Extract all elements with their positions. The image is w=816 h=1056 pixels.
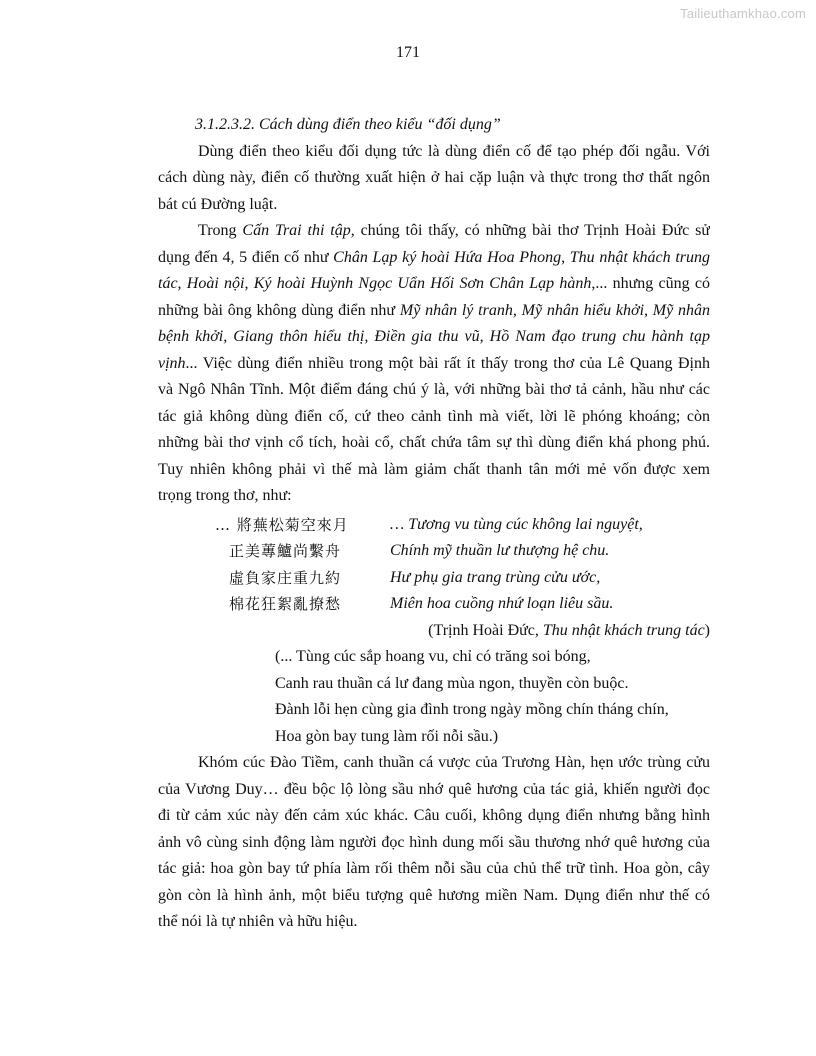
paragraph-line — [158, 298, 710, 325]
paragraph-line: tác giả không dùng điển cố, cứ theo cảnh tình mà viết, lời lẽ phóng khoáng; còn — [158, 407, 710, 425]
paragraph-line — [158, 351, 710, 378]
text-run: , chúng tôi thấy, có những bài thơ Trịnh Hoài Đức sử — [350, 222, 710, 239]
page-body — [158, 112, 710, 936]
paragraph-line: và Ngô Nhân Tĩnh. Một điểm đáng chú ý là, với những bài thơ tả cảnh, hầu như các — [158, 381, 710, 398]
paragraph-line: đi từ cảm xúc này đến cảm xúc khác. Câu cuối, không dụng điển nhưng bằng hình — [158, 807, 710, 824]
paragraph-line: của Vương Duy… đều bộc lộ lòng sầu nhớ quê hương của tác giả, khiến người đọc — [158, 780, 710, 798]
transliteration: … Tương vu tùng cúc không lai nguyệt, — [390, 515, 643, 533]
poem-line — [158, 538, 710, 565]
poem-line — [158, 591, 710, 618]
author: (Trịnh Hoài Đức, — [428, 621, 543, 639]
paragraph-3 — [158, 750, 710, 936]
paragraph-line: ảnh vô cùng sinh động làm người đọc hình dung mối sầu thương nhớ quê hương của — [158, 833, 710, 851]
translation-line: (... Tùng cúc sắp hoang vu, chỉ có trăng soi bóng, — [275, 648, 591, 665]
han-text: … 將蕪松菊空來月 — [215, 515, 349, 534]
paragraph-line: những bài thơ vịnh cổ tích, hoài cổ, chất chứa tâm sự thì dùng điển khá phong phú. — [158, 434, 710, 451]
text-run: những bài ông không dùng điển như — [158, 301, 400, 319]
translation-line: Đành lỗi hẹn cùng gia đình trong ngày mồng chín tháng chín, — [275, 701, 669, 718]
poem-title: Thu nhật khách trung tác — [542, 621, 705, 639]
han-text: 虛負家庄重九約 — [229, 568, 342, 587]
paragraph-line: trọng trong thơ, như: — [158, 487, 292, 504]
translation-line: Hoa gòn bay tung làm rối nỗi sầu.) — [275, 727, 499, 745]
poem-attribution — [158, 618, 710, 645]
text-run: ... Việc dùng điển nhiều trong một bài rất ít thấy trong thơ của Lê Quang Định — [185, 354, 710, 372]
paragraph-line: gòn còn là hình ảnh, một biểu tượng quê hương miền Nam. Dụng điển như thế có — [158, 886, 710, 904]
poem-translation — [158, 644, 710, 750]
han-text: 棉花狂絮亂撩愁 — [229, 595, 342, 613]
poem-titles: vịnh — [158, 354, 186, 372]
han-text: 正美蓴鱸尚繫舟 — [229, 542, 342, 560]
page-number: 171 — [396, 44, 420, 61]
paragraph-line: Khóm cúc Đào Tiềm, canh thuần cá vược của Trương Hàn, hẹn ước trùng cửu — [198, 754, 710, 771]
paragraph-line: cách dùng này, điển cố thường xuất hiện ở hai cặp luận và thực trong thơ thất ngôn — [158, 169, 710, 186]
transliteration: Chính mỹ thuần lư thượng hệ chu. — [390, 542, 610, 559]
paragraph-1 — [158, 139, 710, 219]
paragraph-line: Tuy nhiên không phải vì thế mà làm giảm chất thanh tân mới mẻ vốn được xem — [158, 460, 710, 478]
book-title: Cấn Trai thi tập — [242, 222, 351, 239]
poem-line — [158, 565, 710, 592]
transliteration: Hư phụ gia trang trùng cửu ước, — [390, 568, 601, 586]
poem-quotation — [158, 512, 710, 618]
paragraph-line: thể nói là tự nhiên và hữu hiệu. — [158, 913, 358, 930]
paragraph-line — [158, 218, 710, 245]
closing-paren: ) — [704, 621, 710, 639]
poem-line — [158, 512, 710, 539]
text-run: ,... nhưng cũng có — [591, 275, 710, 292]
paragraph-line: bệnh khởi, Giang thôn hiểu thị, Điền gia thu vũ, Hồ Nam đạo trung chu hành tạp — [158, 328, 710, 345]
translation-line: Canh rau thuần cá lư đang mùa ngon, thuyền còn buộc. — [275, 674, 629, 692]
paragraph-line — [158, 245, 710, 272]
watermark: Tailieuthamkhao.com — [680, 6, 806, 21]
paragraph-line: Dùng điển theo kiểu đối dụng tức là dùng điển cố để tạo phép đối ngẫu. Với — [198, 142, 710, 160]
text-run: dụng đến 4, 5 điển cố như — [158, 248, 334, 266]
poem-titles: tác, Hoài nội, Ký hoài Huỳnh Ngọc Uẩn Hối Sơn Chân Lạp hành — [158, 275, 592, 292]
paragraph-line: tác giả: hoa gòn bay tứ phía làm rối thêm nỗi sầu của chủ thể trữ tình. Hoa gòn, cây — [158, 860, 710, 877]
paragraph-line: bát cú Đường luật. — [158, 195, 278, 213]
paragraph-line — [158, 271, 710, 298]
poem-titles: Chân Lạp ký hoài Hứa Hoa Phong, Thu nhật khách trung — [333, 248, 710, 266]
paragraph-2 — [158, 218, 710, 510]
section-heading: 3.1.2.3.2. Cách dùng điển theo kiểu “đối dụng” — [195, 116, 501, 133]
transliteration: Miên hoa cuồng nhứ loạn liêu sầu. — [390, 595, 614, 612]
poem-titles: Mỹ nhân lý tranh, Mỹ nhân hiểu khởi, Mỹ nhân — [399, 301, 710, 319]
text-run: Trong — [198, 222, 243, 239]
